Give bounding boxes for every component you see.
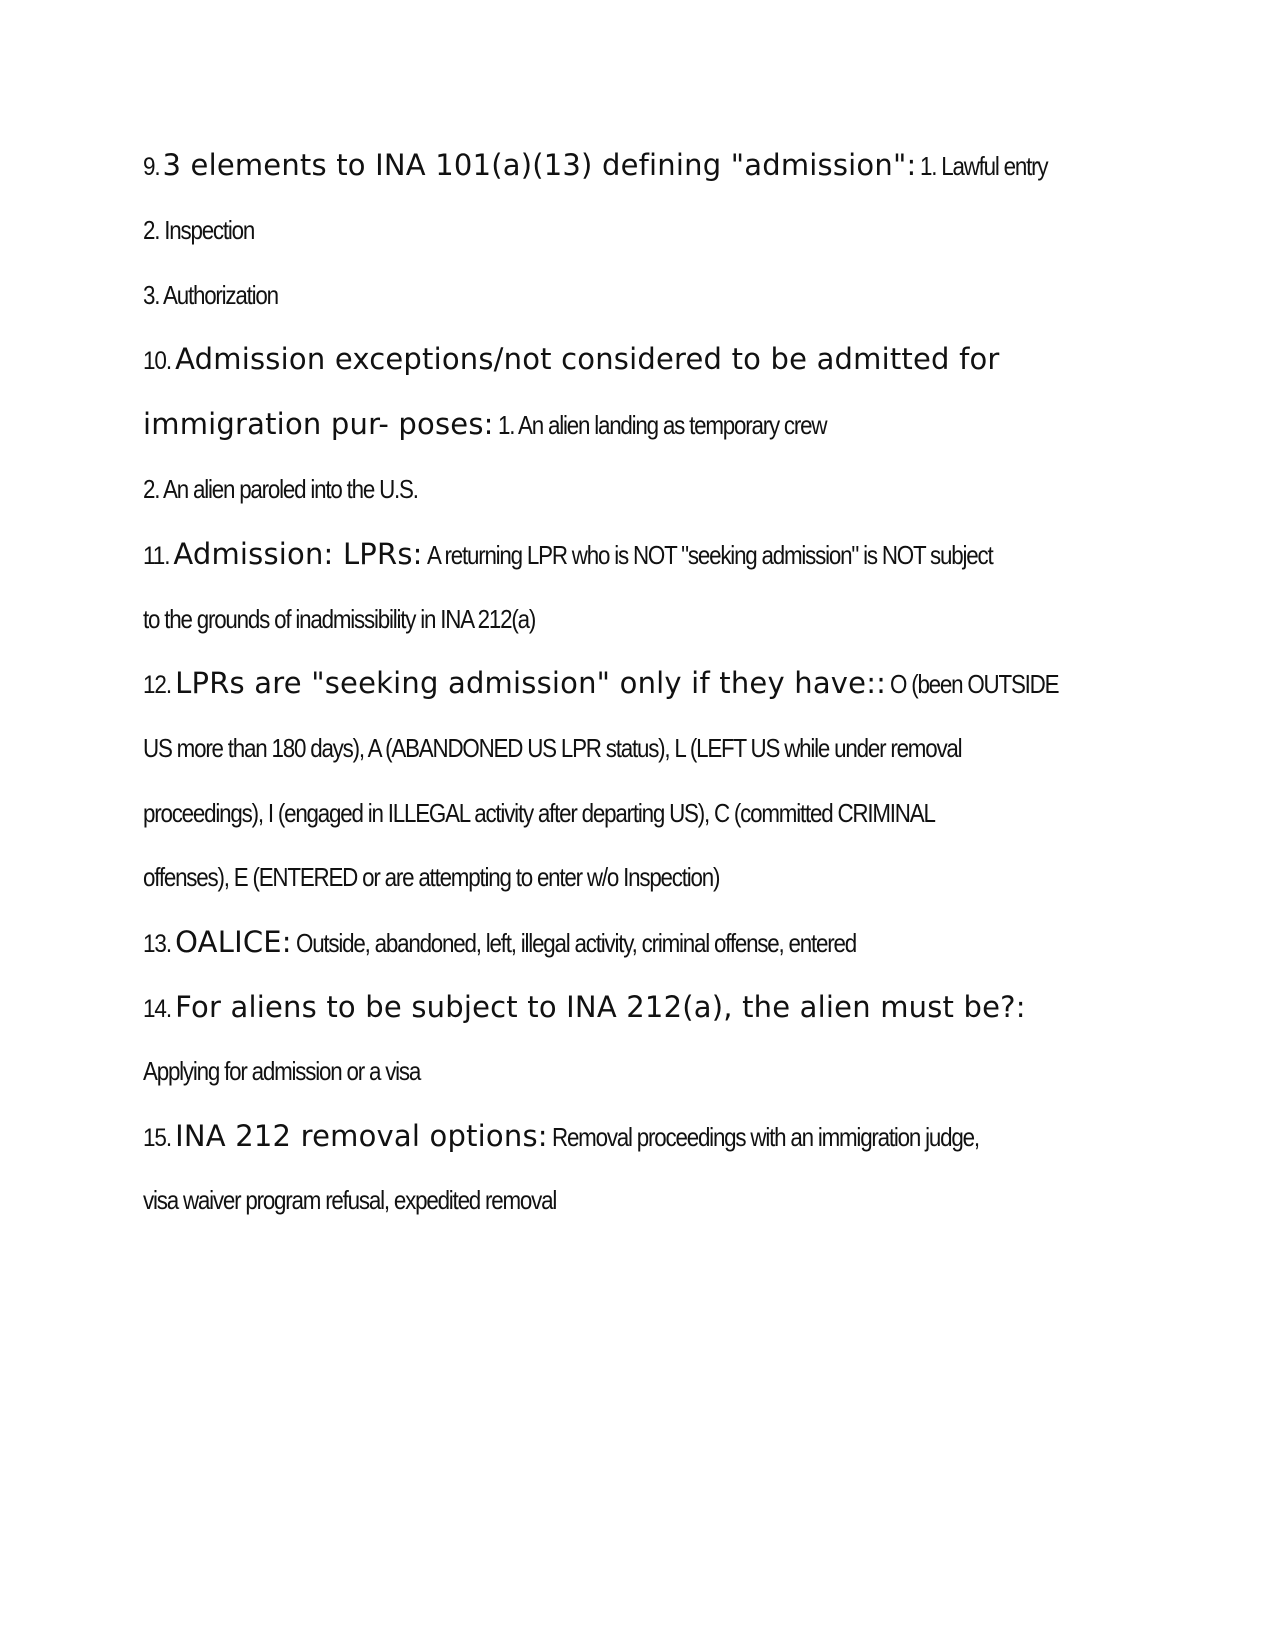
- question: For aliens to be subject to INA 212(a), the alien must be?:: [175, 990, 1026, 1024]
- answer: A returning LPR who is NOT "seeking admission" is NOT subject: [426, 540, 993, 570]
- answer: US more than 180 days), A (ABANDONED US LPR status), L (LEFT US while under removal: [143, 733, 962, 763]
- item-number: 15.: [143, 1124, 172, 1152]
- item-14: [143, 987, 1026, 1027]
- answer: Removal proceedings with an immigration judge,: [551, 1122, 979, 1152]
- answer: Outside, abandoned, left, illegal activity, criminal offense, entered: [295, 928, 856, 958]
- item-10: [143, 339, 1000, 379]
- answer-line: [143, 1180, 623, 1220]
- answer-line: [143, 210, 272, 250]
- item-10-cont: [143, 404, 879, 444]
- item-number: 13.: [143, 930, 172, 958]
- item-15: [143, 1116, 1048, 1156]
- answer: 3. Authorization: [143, 280, 278, 310]
- answer: visa waiver program refusal, expedited removal: [143, 1185, 557, 1215]
- answer-line: [143, 793, 1064, 833]
- item-number: 12.: [143, 671, 172, 699]
- item-number: 9.: [143, 153, 160, 181]
- answer: 1. An alien landing as temporary crew: [497, 410, 826, 440]
- item-number: 11.: [143, 542, 170, 570]
- item-number: 10.: [143, 347, 172, 375]
- answer: 2. An alien paroled into the U.S.: [143, 474, 418, 504]
- answer-line: [143, 728, 1095, 768]
- answer: 1. Lawful entry: [920, 151, 1048, 181]
- answer-line: [143, 469, 463, 509]
- question: Admission: LPRs:: [173, 537, 423, 571]
- answer-line: [143, 599, 599, 639]
- answer: proceedings), I (engaged in ILLEGAL activity after departing US), C (committed CRIMINAL: [143, 798, 935, 828]
- item-13: [143, 922, 947, 962]
- answer-line: [143, 1051, 465, 1091]
- answer: 2. Inspection: [143, 215, 255, 245]
- question: OALICE:: [175, 925, 292, 959]
- item-12: [143, 663, 1086, 703]
- item-number: 14.: [143, 995, 172, 1023]
- item-11: [143, 534, 1084, 574]
- answer: to the grounds of inadmissibility in INA 212(a): [143, 604, 536, 634]
- question: immigration pur- poses:: [143, 407, 494, 441]
- answer: Applying for admission or a visa: [143, 1056, 421, 1086]
- item-9: [143, 145, 1069, 185]
- question: 3 elements to INA 101(a)(13) defining "admission":: [162, 148, 917, 182]
- answer: O (been OUTSIDE: [890, 669, 1059, 699]
- question: LPRs are "seeking admission" only if they have::: [175, 666, 887, 700]
- answer-line: [143, 857, 813, 897]
- question: Admission exceptions/not considered to be admitted for: [175, 342, 1000, 376]
- answer: offenses), E (ENTERED or are attempting to enter w/o Inspection): [143, 862, 720, 892]
- question: INA 212 removal options:: [175, 1119, 548, 1153]
- answer-line: [143, 275, 300, 315]
